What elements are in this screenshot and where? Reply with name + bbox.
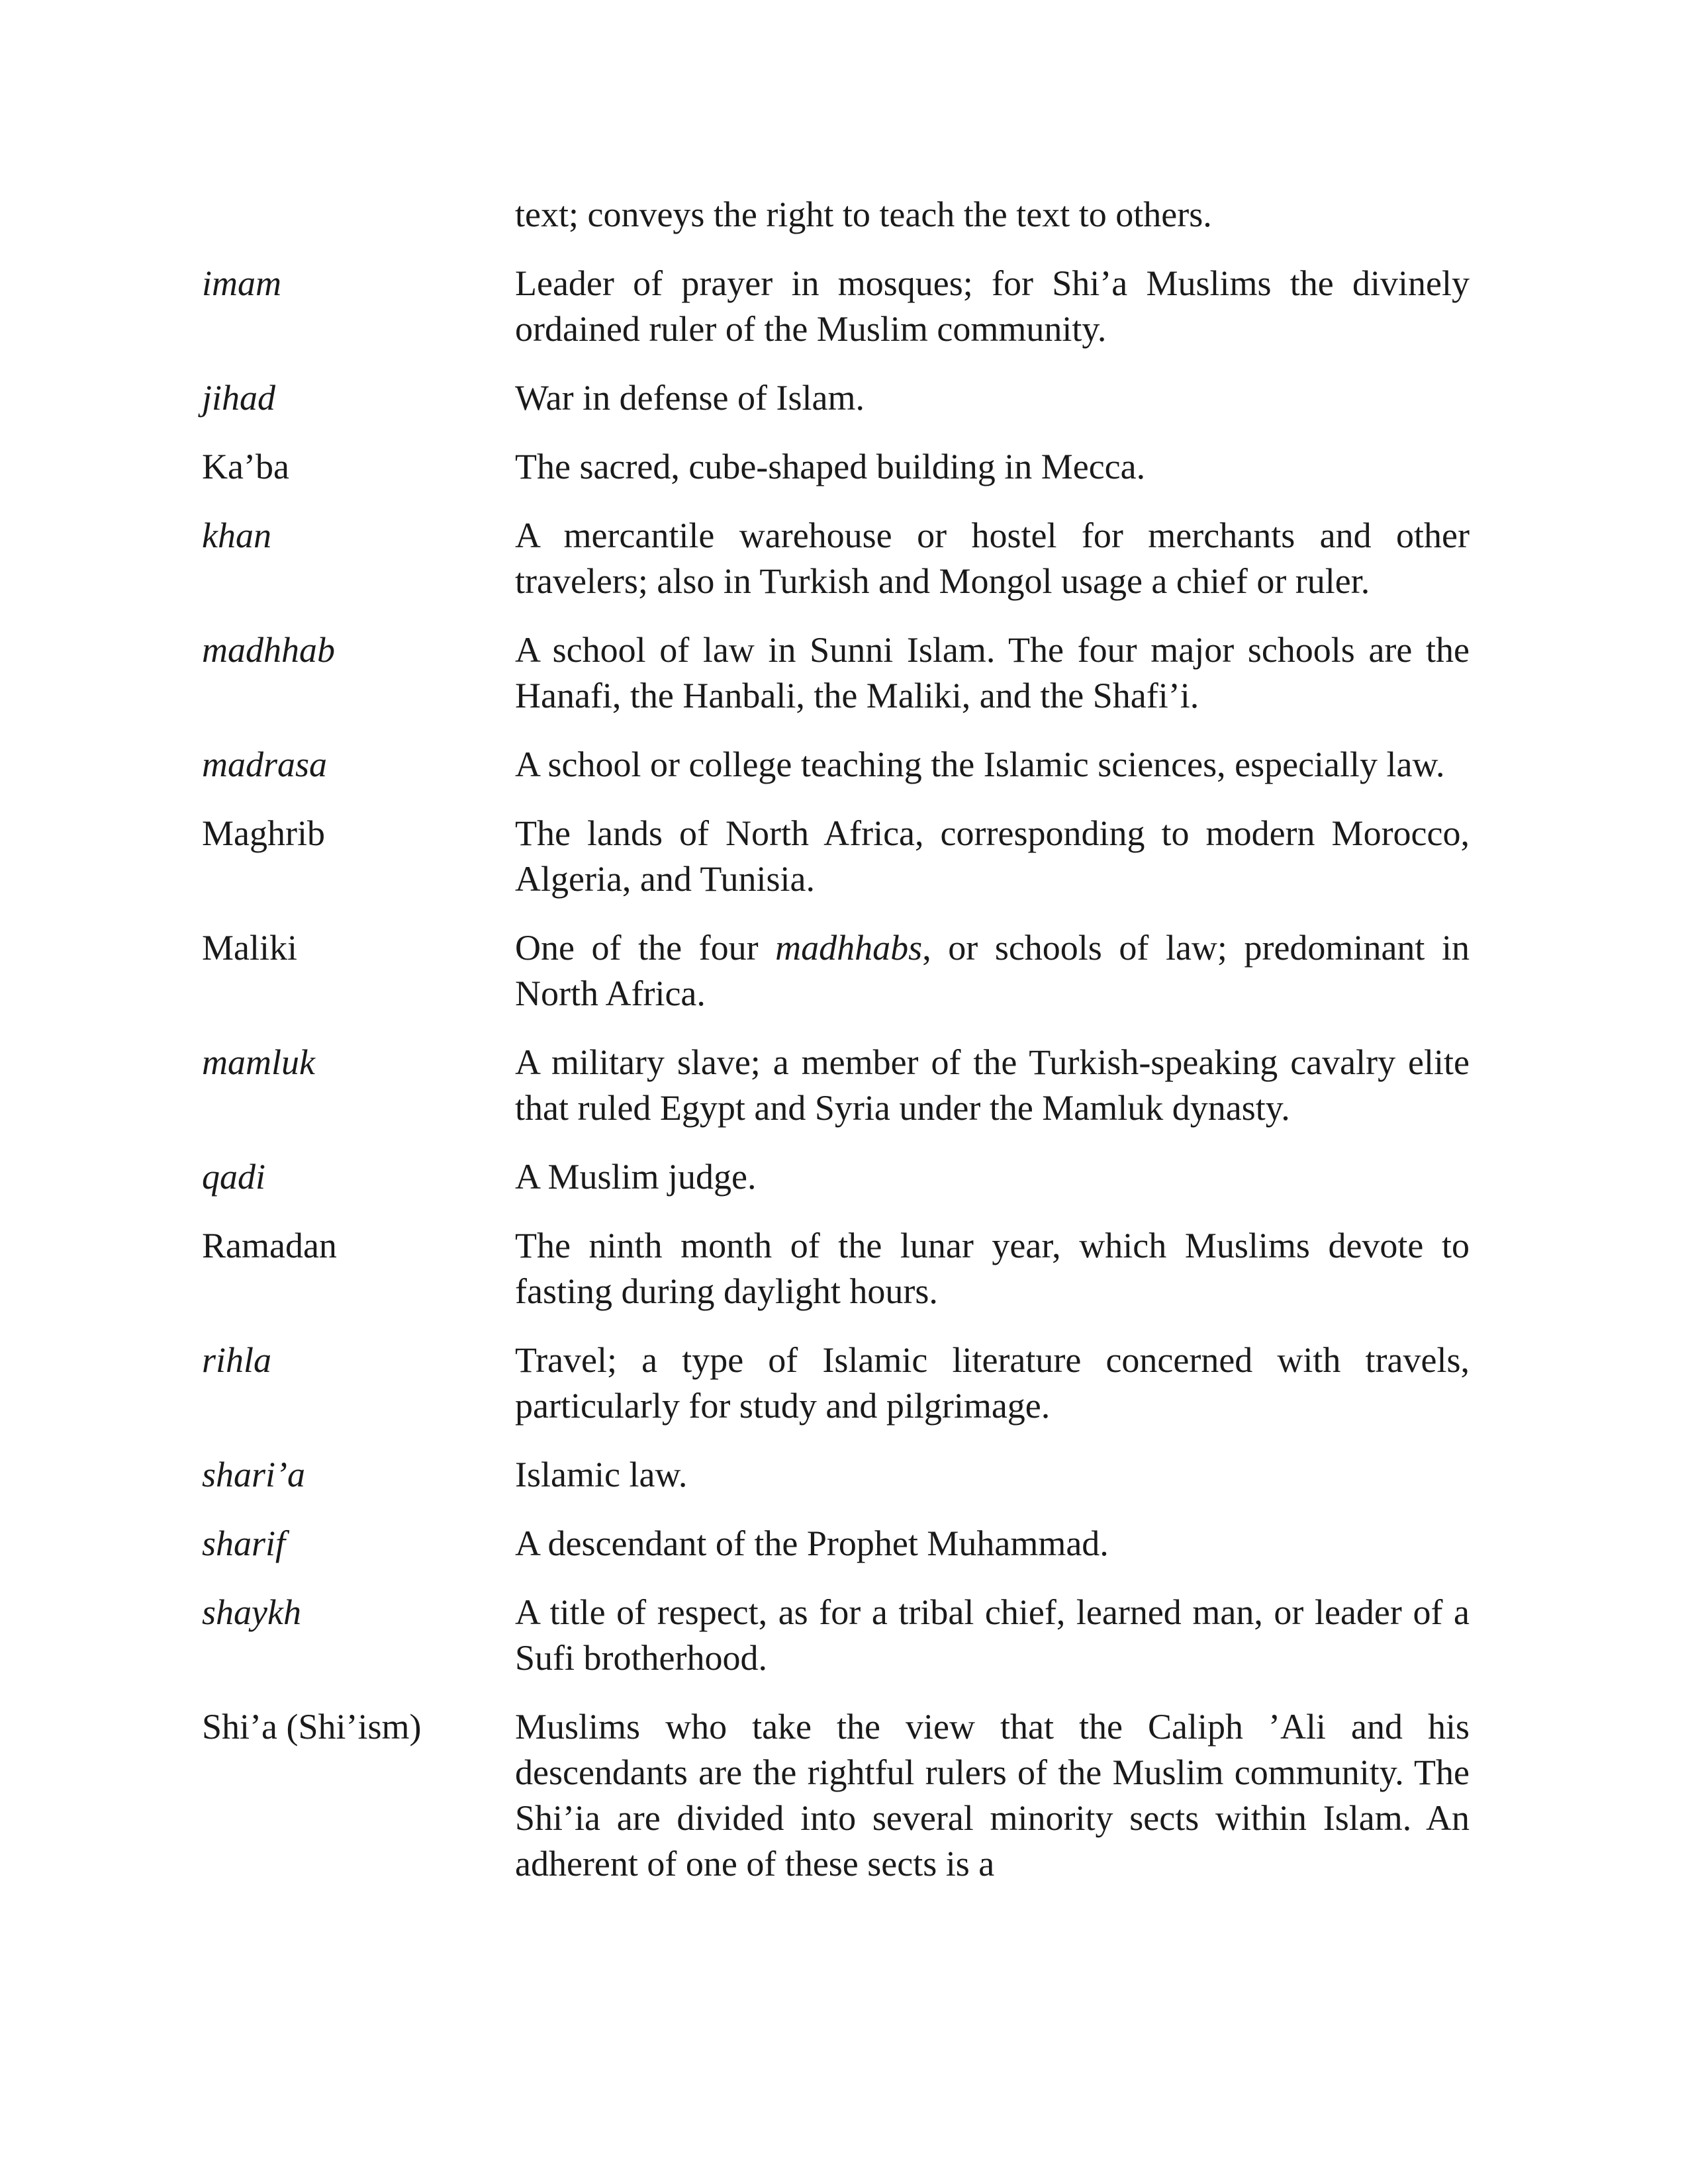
- glossary-term: Maliki: [202, 928, 297, 968]
- glossary-definition: Islamic law.: [515, 1455, 688, 1494]
- definition-text: One of the four: [515, 928, 776, 968]
- glossary-term: qadi: [202, 1157, 266, 1197]
- glossary-definition: The lands of North Africa, corresponding to modern Morocco, Algeria, and Tunisia.: [515, 813, 1470, 899]
- glossary-term: shaykh: [202, 1592, 301, 1632]
- glossary-definition: A school or college teaching the Islamic sciences, especially law.: [515, 745, 1445, 784]
- glossary-entry-mamluk: [202, 1040, 1470, 1131]
- glossary-term: sharif: [202, 1524, 286, 1563]
- glossary-entry-ramadan: [202, 1223, 1470, 1314]
- glossary-entry-kaba: [202, 444, 1470, 490]
- glossary-term: Ramadan: [202, 1226, 337, 1265]
- glossary-term: Shi’a (Shi’ism): [202, 1707, 422, 1747]
- glossary-definition: The sacred, cube-shaped building in Mecca.: [515, 447, 1146, 486]
- glossary-term: imam: [202, 263, 281, 303]
- glossary-entry-rihla: [202, 1338, 1470, 1429]
- glossary-definition: A title of respect, as for a tribal chief, learned man, or leader of a Sufi brotherhood.: [515, 1592, 1470, 1678]
- glossary-entry-maghrib: [202, 811, 1470, 902]
- glossary-definition: A mercantile warehouse or hostel for merchants and other travelers; also in Turkish and Mongol usage a chief or ruler.: [515, 516, 1470, 601]
- glossary-entry-shia: [202, 1704, 1470, 1887]
- glossary-definition: Leader of prayer in mosques; for Shi’a Muslims the divinely ordained ruler of the Muslim community.: [515, 263, 1470, 349]
- glossary-entry-sharif: [202, 1521, 1470, 1567]
- glossary-entry-qadi: [202, 1154, 1470, 1200]
- glossary-term: Ka’ba: [202, 447, 289, 486]
- glossary-entry-imam: [202, 261, 1470, 352]
- glossary-entry-shaykh: [202, 1590, 1470, 1681]
- glossary-term: madhhab: [202, 630, 335, 670]
- glossary-definition: A military slave; a member of the Turkish-speaking cavalry elite that ruled Egypt and Syria under the Mamluk dynasty.: [515, 1042, 1470, 1128]
- glossary-definition: [515, 925, 1470, 1017]
- glossary-term: madrasa: [202, 745, 328, 784]
- glossary-definition: A Muslim judge.: [515, 1157, 757, 1197]
- glossary-definition: A descendant of the Prophet Muhammad.: [515, 1524, 1109, 1563]
- glossary-entry-khan: [202, 513, 1470, 604]
- definition-italic-text: madhhabs: [775, 928, 923, 968]
- glossary-entry-madrasa: [202, 742, 1470, 788]
- glossary-definition: A school of law in Sunni Islam. The four major schools are the Hanafi, the Hanbali, the Maliki, and the Shafi’i.: [515, 630, 1470, 715]
- glossary-entry-sharia: [202, 1452, 1470, 1498]
- glossary-term: khan: [202, 516, 271, 555]
- glossary-definition: War in defense of Islam.: [515, 378, 865, 418]
- glossary-definition: text; conveys the right to teach the text to others.: [515, 195, 1212, 234]
- glossary-term: shari’a: [202, 1455, 306, 1494]
- glossary-term: Maghrib: [202, 813, 325, 853]
- glossary-entry-maliki: [202, 925, 1470, 1017]
- glossary-entry-jihad: [202, 375, 1470, 421]
- glossary-term: mamluk: [202, 1042, 315, 1082]
- glossary-entry-continuation: [202, 192, 1470, 238]
- definition-text: , or schools of law; predominant in North Africa.: [515, 928, 1470, 1013]
- glossary-term: jihad: [202, 378, 276, 418]
- glossary-definition: The ninth month of the lunar year, which Muslims devote to fasting during daylight hours.: [515, 1226, 1470, 1311]
- glossary-definition: Travel; a type of Islamic literature concerned with travels, particularly for study and pilgrimage.: [515, 1340, 1470, 1426]
- glossary-term: rihla: [202, 1340, 272, 1380]
- glossary-definition: Muslims who take the view that the Caliph ’Ali and his descendants are the rightful rulers of the Muslim community. The Shi’ia are divided into several minority sects within Islam. An adherent of one of these sects is a: [515, 1707, 1470, 1884]
- glossary-entry-madhhab: [202, 627, 1470, 719]
- glossary-list: [202, 192, 1470, 1910]
